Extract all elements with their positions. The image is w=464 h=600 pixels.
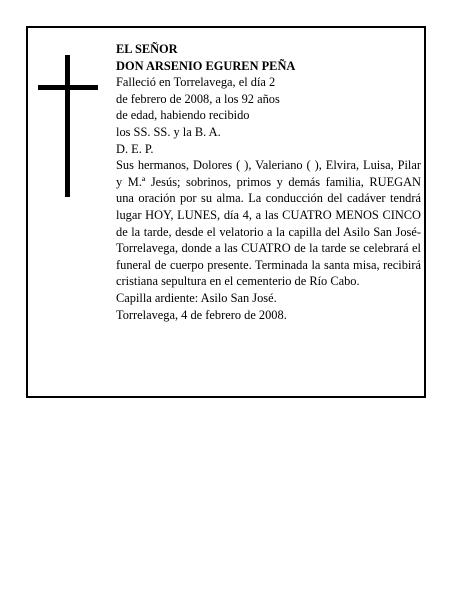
notice-text — [116, 41, 421, 323]
death-line-4: los SS. SS. y la B. A. — [116, 124, 221, 139]
rip-line: D. E. P. — [116, 141, 154, 156]
death-line-3: de edad, habiendo recibido — [116, 108, 250, 123]
chapel-line: Capilla ardiente: Asilo San José. — [116, 290, 277, 305]
deceased-name: DON ARSENIO EGUREN PEÑA — [116, 58, 296, 73]
death-line-2: de febrero de 2008, a los 92 años — [116, 91, 280, 106]
place-date-line: Torrelavega, 4 de febrero de 2008. — [116, 307, 287, 322]
notice-title: EL SEÑOR — [116, 42, 178, 56]
cross-horizontal-bar — [38, 85, 98, 90]
death-line-1: Falleció en Torrelavega, el día 2 — [116, 75, 276, 90]
family-announcement: Sus hermanos, Dolores ( ), Valeriano ( ), Elvira, Luisa, Pilar y M.ª Jesús; sobrinos, primos y demás familia, RUEGAN una oración por su alma. La conducción del cadáver tendrá lugar HOY, LUNES, día 4, a las CUATRO MENOS CINCO de la tarde, desde el velatorio a la capilla del Asilo San José-Torrelavega, donde a las CUATRO de la tarde se celebrará el funeral de cuerpo presente. Terminada la santa misa, recibirá cristiana sepultura en el cementerio de Río Cabo. — [116, 158, 421, 289]
cross-vertical-bar — [65, 55, 70, 197]
obituary-notice — [26, 26, 426, 398]
cross-icon — [38, 55, 98, 197]
